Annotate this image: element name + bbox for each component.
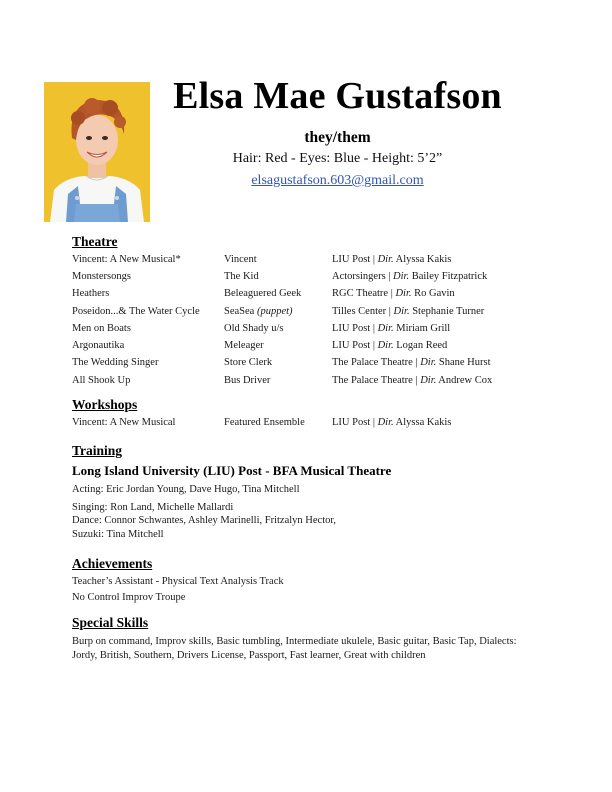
- theatre-credit-row: [0, 306, 612, 323]
- dir-label: Dir.: [420, 357, 437, 368]
- achievement-item: Teacher’s Assistant - Physical Text Analysis Track: [72, 576, 284, 587]
- director: Shane Hurst: [436, 357, 491, 368]
- role: Vincent: [224, 254, 257, 265]
- role: Featured Ensemble: [224, 417, 305, 428]
- theatre-heading: Theatre: [72, 234, 118, 249]
- theatre-credit-row: [0, 357, 612, 374]
- show-title: Heathers: [72, 288, 110, 299]
- venue-director: [332, 288, 455, 299]
- dir-label: Dir.: [377, 340, 394, 351]
- director: Bailey Fitzpatrick: [409, 271, 488, 282]
- role: The Kid: [224, 271, 259, 282]
- show-title: Men on Boats: [72, 323, 131, 334]
- theatre-credit-row: [0, 375, 612, 392]
- theatre-credit-row: [0, 288, 612, 305]
- show-title: The Wedding Singer: [72, 357, 159, 368]
- venue: Actorsingers |: [332, 271, 394, 282]
- theatre-credit-row: [0, 271, 612, 288]
- show-title: Vincent: A New Musical: [72, 417, 176, 428]
- show-title: All Shook Up: [72, 375, 131, 386]
- dir-label: Dir.: [393, 306, 410, 317]
- special-skills-text: Burp on command, Improv skills, Basic tumbling, Intermediate ukulele, Basic guitar, Basic Tap, Dialects: Jordy, British, Southern, Drivers License, Passport, Fast learner, Great with children: [72, 636, 517, 661]
- workshop-credit-row: [0, 417, 612, 434]
- role: Meleager: [224, 340, 264, 351]
- role: Old Shady u/s: [224, 323, 284, 334]
- training-singing: Singing: Ron Land, Michelle Mallardi: [72, 502, 234, 513]
- achievement-item: No Control Improv Troupe: [72, 592, 186, 603]
- director: Alyssa Kakis: [393, 254, 452, 265]
- venue: The Palace Theatre |: [332, 357, 421, 368]
- venue: RGC Theatre |: [332, 288, 396, 299]
- venue: LIU Post |: [332, 417, 378, 428]
- special-skills-heading: Special Skills: [72, 615, 149, 630]
- venue-director: [332, 254, 451, 265]
- training-heading: Training: [72, 443, 123, 458]
- venue: LIU Post |: [332, 254, 378, 265]
- venue-director: [332, 340, 447, 351]
- training-suzuki: Suzuki: Tina Mitchell: [72, 529, 164, 540]
- role: [224, 306, 293, 317]
- dir-label: Dir.: [393, 271, 410, 282]
- venue-director: [332, 306, 484, 317]
- venue-director: [332, 375, 492, 386]
- training-acting: Acting: Eric Jordan Young, Dave Hugo, Tina Mitchell: [72, 484, 300, 495]
- director: Ro Gavin: [411, 288, 455, 299]
- email-link[interactable]: elsagustafson.603@gmail.com: [251, 173, 424, 188]
- pronouns: they/them: [304, 129, 371, 146]
- show-title: Argonautika: [72, 340, 125, 351]
- venue: Tilles Center |: [332, 306, 394, 317]
- achievements-heading: Achievements: [72, 556, 153, 571]
- theatre-credit-row: [0, 254, 612, 271]
- director: Logan Reed: [393, 340, 448, 351]
- theatre-credit-row: [0, 340, 612, 357]
- headshot-illustration: [44, 82, 150, 222]
- dir-label: Dir.: [377, 417, 394, 428]
- dir-label: Dir.: [395, 288, 412, 299]
- venue: LIU Post |: [332, 323, 378, 334]
- dir-label: Dir.: [420, 375, 437, 386]
- director: Stephanie Turner: [409, 306, 485, 317]
- role-name: SeaSea: [224, 306, 257, 317]
- director: Alyssa Kakis: [393, 417, 452, 428]
- show-title: Monstersongs: [72, 271, 131, 282]
- venue: LIU Post |: [332, 340, 378, 351]
- dir-label: Dir.: [377, 323, 394, 334]
- role: Store Clerk: [224, 357, 273, 368]
- theatre-credit-row: [0, 323, 612, 340]
- headshot-photo: [44, 82, 150, 222]
- venue-director: [332, 357, 491, 368]
- venue-director: [332, 323, 450, 334]
- dir-label: Dir.: [377, 254, 394, 265]
- role-note: (puppet): [256, 306, 293, 317]
- venue-director: [332, 417, 451, 428]
- role: Beleaguered Geek: [224, 288, 302, 299]
- director: Andrew Cox: [436, 375, 493, 386]
- venue-director: [332, 271, 487, 282]
- role: Bus Driver: [224, 375, 271, 386]
- workshops-heading: Workshops: [72, 397, 138, 412]
- venue: The Palace Theatre |: [332, 375, 421, 386]
- training-dance: Dance: Connor Schwantes, Ashley Marinelli, Fritzalyn Hector,: [72, 515, 337, 526]
- training-program: Long Island University (LIU) Post - BFA Musical Theatre: [72, 463, 392, 478]
- candidate-name: Elsa Mae Gustafson: [173, 75, 502, 117]
- show-title: Vincent: A New Musical*: [72, 254, 181, 265]
- physical-stats: Hair: Red - Eyes: Blue - Height: 5’2”: [232, 151, 443, 166]
- show-title: Poseidon...& The Water Cycle: [72, 306, 200, 317]
- director: Miriam Grill: [393, 323, 451, 334]
